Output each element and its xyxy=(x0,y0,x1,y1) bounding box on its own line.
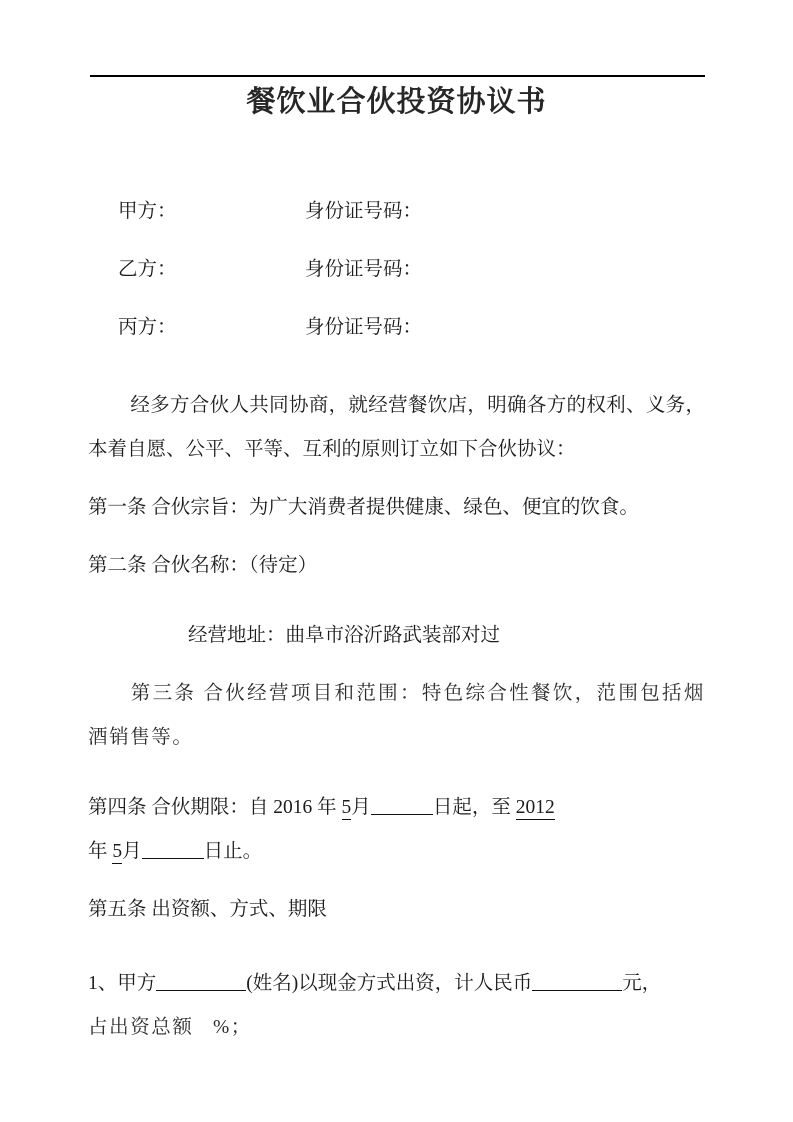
header-divider xyxy=(90,75,705,77)
contribution-name-note: (姓名) xyxy=(246,973,299,994)
clause-4-start-day-blank[interactable] xyxy=(371,795,433,816)
clause-4-to-label: 至 xyxy=(491,797,511,818)
spacer xyxy=(0,932,793,962)
clause-4-end-year: 2012 xyxy=(515,797,555,818)
business-address-line xyxy=(0,614,793,658)
clause-4-continued xyxy=(0,830,793,874)
spacer xyxy=(0,874,793,888)
clause-4-month-label-1: 月 xyxy=(351,797,371,818)
clause-3-text: 第三条 合伙经营项目和范围：特色综合性餐饮，范围包括烟酒销售等。 xyxy=(88,683,705,748)
spacer xyxy=(0,760,793,786)
preamble-paragraph xyxy=(0,384,793,472)
clause-4-prefix: 第四条 合伙期限： xyxy=(88,797,249,818)
spacer xyxy=(0,588,793,614)
clause-4-from-label: 自 xyxy=(248,797,269,818)
clause-1-text: 第一条 合伙宗旨：为广大消费者提供健康、绿色、便宜的饮食。 xyxy=(88,497,639,518)
party-row xyxy=(0,312,793,370)
clause-4-end-month: 5 xyxy=(112,841,123,862)
clause-5 xyxy=(0,888,793,932)
party-row xyxy=(0,254,793,312)
contribution-item-1 xyxy=(0,962,793,1006)
contribution-amount-blank[interactable] xyxy=(532,971,622,992)
spacer xyxy=(0,472,793,486)
party-role-label: 丙方： xyxy=(118,317,177,338)
clause-5-text: 第五条 出资额、方式、期限 xyxy=(88,899,327,920)
clause-4-year-label-2: 年 xyxy=(88,841,108,862)
clause-2-text: 第二条 合伙名称：（待定） xyxy=(88,555,318,576)
spacer xyxy=(0,658,793,672)
contribution-unit: 元， xyxy=(622,973,662,994)
party-id-label: 身份证号码： xyxy=(305,201,423,222)
party-role-label: 乙方： xyxy=(118,259,177,280)
clause-4-year-label-1: 年 xyxy=(317,797,337,818)
clause-4-start-year: 2016 xyxy=(273,797,313,818)
clause-4-month-label-2: 月 xyxy=(122,841,142,862)
contribution-name-blank[interactable] xyxy=(156,971,246,992)
spacer xyxy=(0,530,793,544)
contribution-item-party: 甲方 xyxy=(117,973,157,994)
preamble-text: 经多方合伙人共同协商，就经营餐饮店，明确各方的权利、义务，本着自愿、公平、平等、互利的原则订立如下合伙协议： xyxy=(88,395,705,460)
clause-4-end-day-blank[interactable] xyxy=(142,839,204,860)
document-body xyxy=(0,196,793,1050)
business-address-text: 经营地址：曲阜市浴沂路武装部对过 xyxy=(188,625,501,646)
contribution-share-suffix: %； xyxy=(212,1017,252,1038)
party-id-label: 身份证号码： xyxy=(305,259,423,280)
contribution-share-prefix: 占出资总额 xyxy=(88,1017,194,1038)
contribution-method: 以现金方式出资，计人民币 xyxy=(298,973,533,994)
party-row xyxy=(0,196,793,254)
clause-4-start-month: 5 xyxy=(341,797,352,818)
page-title: 餐饮业合伙投资协议书 xyxy=(246,86,547,118)
party-id-label: 身份证号码： xyxy=(305,317,423,338)
contribution-item-index: 1、 xyxy=(88,973,118,994)
clause-3 xyxy=(0,672,793,760)
spacer xyxy=(0,370,793,384)
clause-4-day-end-label: 日止。 xyxy=(203,841,263,862)
party-role-label: 甲方： xyxy=(118,201,177,222)
clause-4-day-start-label: 日起， xyxy=(432,797,492,818)
clause-2 xyxy=(0,544,793,588)
clause-1 xyxy=(0,486,793,530)
clause-4 xyxy=(0,786,793,830)
contribution-share-line xyxy=(0,1006,793,1050)
